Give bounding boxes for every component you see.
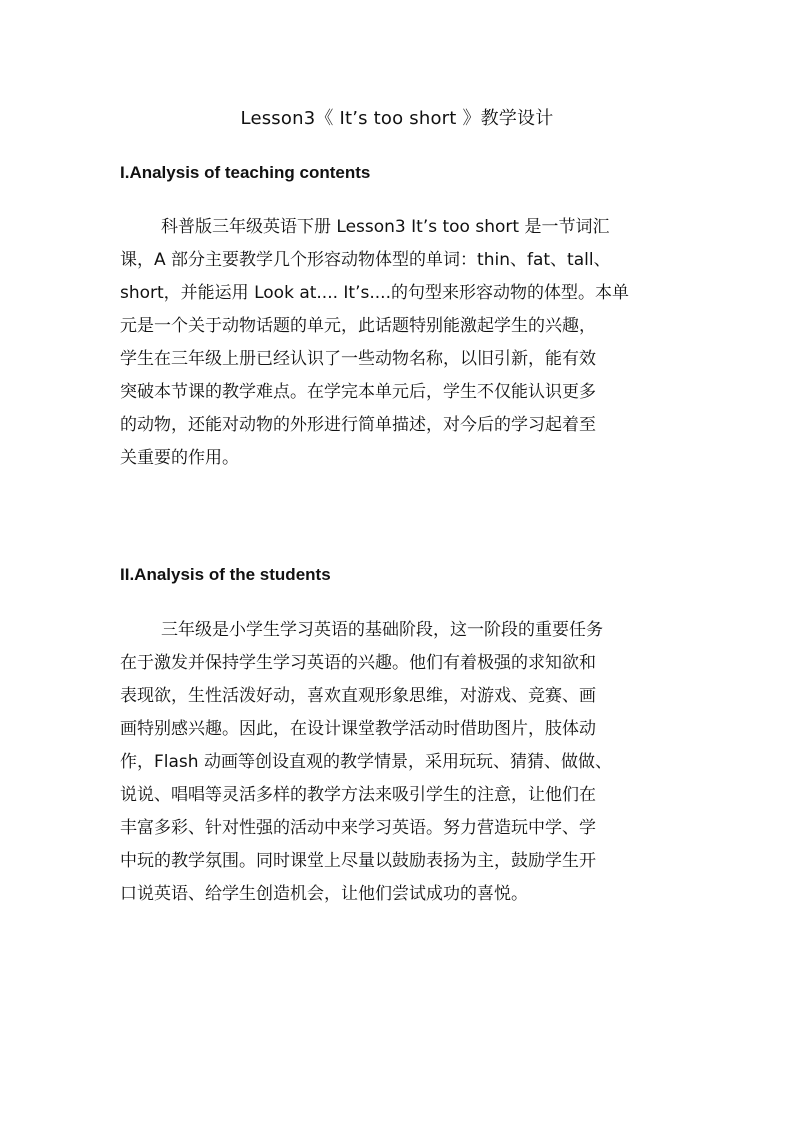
- paragraph-line: short，并能运用 Look at.... It’s....的句型来形容动物的体型。本单: [120, 283, 629, 303]
- paragraph-line: 课，A 部分主要教学几个形容动物体型的单词：thin、fat、tall、: [120, 250, 611, 270]
- paragraph-line: 中玩的教学氛围。同时课堂上尽量以鼓励表扬为主，鼓励学生开: [120, 851, 596, 871]
- paragraph-line: 画特别感兴趣。因此，在设计课堂教学活动时借助图片，肢体动: [120, 719, 596, 739]
- paragraph-line: 的动物，还能对动物的外形进行简单描述，对今后的学习起着至: [120, 415, 596, 435]
- paragraph-line: 丰富多彩、针对性强的活动中来学习英语。努力营造玩中学、学: [120, 818, 596, 838]
- paragraph-line: 科普版三年级英语下册 Lesson3 It’s too short 是一节词汇: [161, 217, 610, 237]
- document-title: Lesson3《 It’s too short 》教学设计: [240, 108, 554, 129]
- paragraph-line: 表现欲，生性活泼好动，喜欢直观形象思维，对游戏、竞赛、画: [120, 686, 596, 706]
- paragraph-line: 元是一个关于动物话题的单元，此话题特别能激起学生的兴趣，: [120, 316, 596, 336]
- section-heading-teaching-contents: I.Analysis of teaching contents: [120, 163, 371, 182]
- section-heading-students: II.Analysis of the students: [120, 565, 331, 584]
- paragraph-line: 突破本节课的教学难点。在学完本单元后，学生不仅能认识更多: [120, 382, 596, 402]
- paragraph-line: 关重要的作用。: [120, 448, 239, 468]
- paragraph-line: 学生在三年级上册已经认识了一些动物名称，以旧引新，能有效: [120, 349, 596, 369]
- paragraph-teaching-contents: [120, 211, 680, 475]
- paragraph-line: 在于激发并保持学生学习英语的兴趣。他们有着极强的求知欲和: [120, 653, 596, 673]
- paragraph-line: 口说英语、给学生创造机会，让他们尝试成功的喜悦。: [120, 884, 528, 904]
- paragraph-students: [120, 614, 680, 911]
- paragraph-line: 说说、唱唱等灵活多样的教学方法来吸引学生的注意，让他们在: [120, 785, 596, 805]
- paragraph-line: 作，Flash 动画等创设直观的教学情景，采用玩玩、猜猜、做做、: [120, 752, 612, 772]
- paragraph-line: 三年级是小学生学习英语的基础阶段，这一阶段的重要任务: [161, 620, 603, 640]
